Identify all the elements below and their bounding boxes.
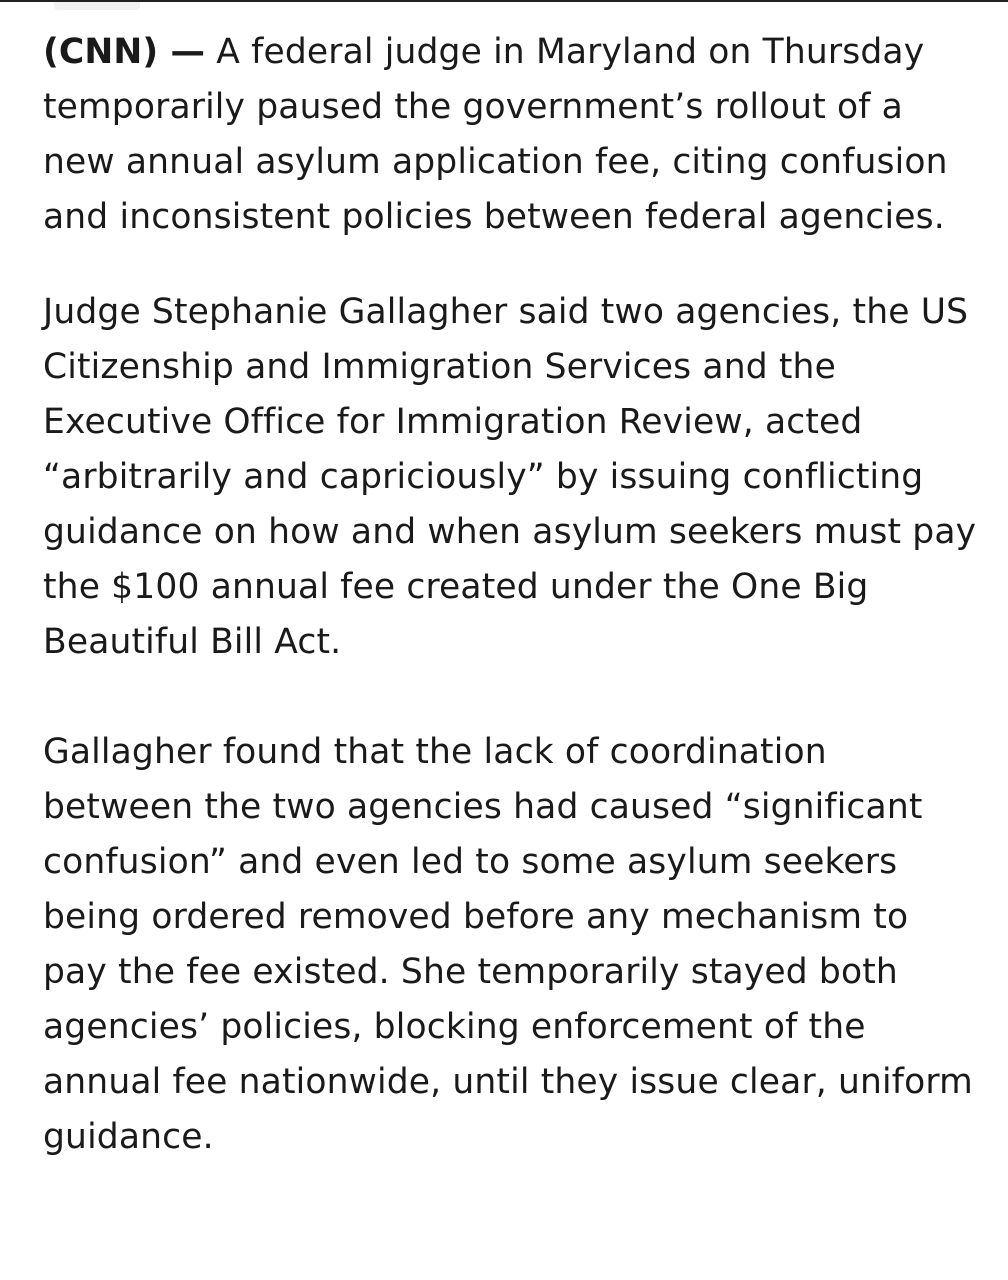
- paragraph-1-text: A federal judge in Maryland on Thursday temporarily paused the government’s rollout of a new annual asylum application fee, citing confusion and inconsistent policies between federal agencies.: [43, 32, 948, 237]
- dateline: (CNN) —: [43, 32, 206, 72]
- article-paragraph-2: Judge Stephanie Gallagher said two agencies, the US Citizenship and Immigration Services and the Executive Office for Immigration Review, acted “arbitrarily and capriciously” by issuing conflicting guidance on how and when asylum seekers must pay the $100 annual fee created under the One Big Beautiful Bill Act.: [43, 292, 977, 662]
- top-tab-decoration: [54, 2, 140, 10]
- article-body: [43, 25, 983, 1165]
- article-paragraph-1: [43, 25, 983, 245]
- top-border: [0, 0, 1008, 2]
- article-paragraph-3: Gallagher found that the lack of coordination between the two agencies had caused “significant confusion” and even led to some asylum seekers being ordered removed before any mechanism to pay the fee existed. She temporarily stayed both agencies’ policies, blocking enforcement of the annual fee nationwide, until they issue clear, uniform guidance.: [43, 732, 973, 1157]
